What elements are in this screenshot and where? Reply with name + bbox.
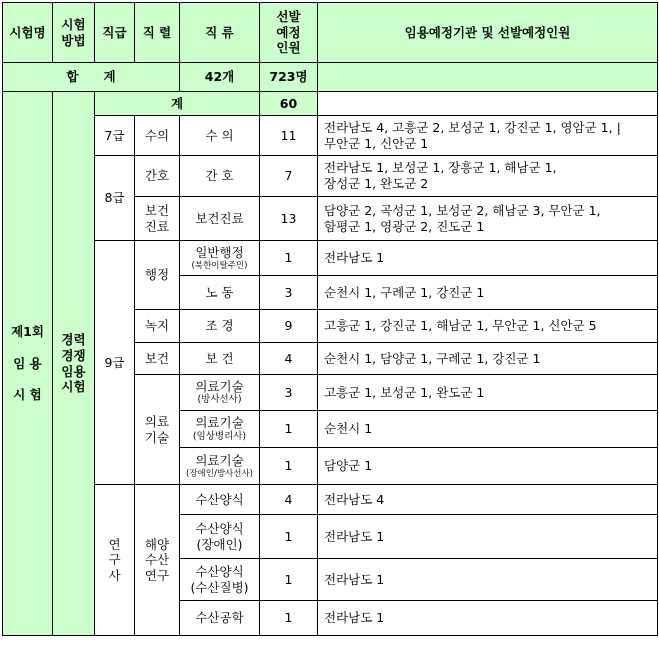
grade-cell: 9급 xyxy=(95,241,135,485)
agencies-cell: 전라남도 1, 보성군 1, 장흥군 1, 해남군 1, 장성군 1, 완도군 2 xyxy=(318,156,658,197)
subtotal-label: 계 xyxy=(95,92,260,116)
category-cell: 의료기술 (임상병리사) xyxy=(180,411,260,448)
quota-cell: 4 xyxy=(260,343,318,375)
quota-cell: 9 xyxy=(260,310,318,343)
exam-name-cell: 제1회 임 용 시 험 xyxy=(3,92,53,636)
header-series: 직 렬 xyxy=(135,3,180,63)
table-row xyxy=(3,116,658,156)
grade-cell: 8급 xyxy=(95,156,135,241)
quota-cell: 1 xyxy=(260,515,318,559)
series-cell: 의료 기술 xyxy=(135,375,180,485)
series-cell: 녹지 xyxy=(135,310,180,343)
total-label: 합 계 xyxy=(3,63,180,92)
category-cell: 수산양식 (장애인) xyxy=(180,515,260,559)
recruitment-table xyxy=(2,2,658,636)
category-cell: 일반행정 (북한이탈주민) xyxy=(180,241,260,276)
grade-cell: 7급 xyxy=(95,116,135,156)
total-row xyxy=(3,63,658,92)
agencies-cell: 순천시 1, 구례군 1, 강진군 1 xyxy=(318,276,658,310)
series-cell: 해양 수산 연구 xyxy=(135,485,180,636)
agencies-cell: 고흥군 1, 보성군 1, 완도군 1 xyxy=(318,375,658,411)
series-cell: 간호 xyxy=(135,156,180,197)
agencies-cell: 순천시 1, 담양군 1, 구례군 1, 강진군 1 xyxy=(318,343,658,375)
series-cell: 보건 xyxy=(135,343,180,375)
agencies-cell: 전라남도 1 xyxy=(318,601,658,636)
series-cell: 행정 xyxy=(135,241,180,310)
series-cell: 수의 xyxy=(135,116,180,156)
quota-cell: 1 xyxy=(260,448,318,485)
category-cell: 수산양식 (수산질병) xyxy=(180,559,260,601)
exam-method-cell: 경력 경쟁 임용 시험 xyxy=(53,92,95,636)
category-cell: 의료기술 (장애인/방사선사) xyxy=(180,448,260,485)
subtotal-quota: 60 xyxy=(260,92,318,116)
agencies-cell: 전라남도 4, 고흥군 2, 보성군 1, 강진군 1, 영암군 1, | 무안군 1, 신안군 1 xyxy=(318,116,658,156)
quota-cell: 3 xyxy=(260,276,318,310)
header-agencies: 임용예정기관 및 선발예정인원 xyxy=(318,3,658,63)
header-exam-method: 시험 방법 xyxy=(53,3,95,63)
agencies-cell: 전라남도 1 xyxy=(318,241,658,276)
quota-cell: 1 xyxy=(260,559,318,601)
quota-cell: 4 xyxy=(260,485,318,515)
quota-cell: 1 xyxy=(260,241,318,276)
total-quota: 723명 xyxy=(260,63,318,92)
category-cell: 간 호 xyxy=(180,156,260,197)
quota-cell: 3 xyxy=(260,375,318,411)
header-row xyxy=(3,3,658,63)
quota-cell: 1 xyxy=(260,601,318,636)
table-row xyxy=(3,241,658,276)
agencies-cell: 전라남도 1 xyxy=(318,559,658,601)
agencies-cell: 담양군 2, 곡성군 1, 보성군 2, 해남군 3, 무안군 1, 함평군 1, 영광군 2, 진도군 1 xyxy=(318,197,658,241)
header-category: 직 류 xyxy=(180,3,260,63)
header-exam-name: 시험명 xyxy=(3,3,53,63)
category-cell: 수산공학 xyxy=(180,601,260,636)
category-cell: 노 동 xyxy=(180,276,260,310)
series-cell: 보건 진료 xyxy=(135,197,180,241)
header-grade: 직급 xyxy=(95,3,135,63)
grade-cell: 연 구 사 xyxy=(95,485,135,636)
category-cell: 보 건 xyxy=(180,343,260,375)
total-categories: 42개 xyxy=(180,63,260,92)
quota-cell: 11 xyxy=(260,116,318,156)
quota-cell: 7 xyxy=(260,156,318,197)
agencies-cell: 전라남도 1 xyxy=(318,515,658,559)
category-cell: 의료기술 (방사선사) xyxy=(180,375,260,411)
quota-cell: 1 xyxy=(260,411,318,448)
category-cell: 조 경 xyxy=(180,310,260,343)
header-quota: 선발 예정 인원 xyxy=(260,3,318,63)
table-row xyxy=(3,156,658,197)
agencies-cell: 전라남도 4 xyxy=(318,485,658,515)
category-cell: 수 의 xyxy=(180,116,260,156)
table-row xyxy=(3,485,658,515)
quota-cell: 13 xyxy=(260,197,318,241)
agencies-cell: 고흥군 1, 강진군 1, 해남군 1, 무안군 1, 신안군 5 xyxy=(318,310,658,343)
agencies-cell: 담양군 1 xyxy=(318,448,658,485)
agencies-cell: 순천시 1 xyxy=(318,411,658,448)
subtotal-row xyxy=(3,92,658,116)
total-agencies-empty xyxy=(318,63,658,92)
recruitment-table-wrapper xyxy=(2,2,658,636)
category-cell: 보건진료 xyxy=(180,197,260,241)
subtotal-agencies-empty xyxy=(318,92,658,116)
category-cell: 수산양식 xyxy=(180,485,260,515)
